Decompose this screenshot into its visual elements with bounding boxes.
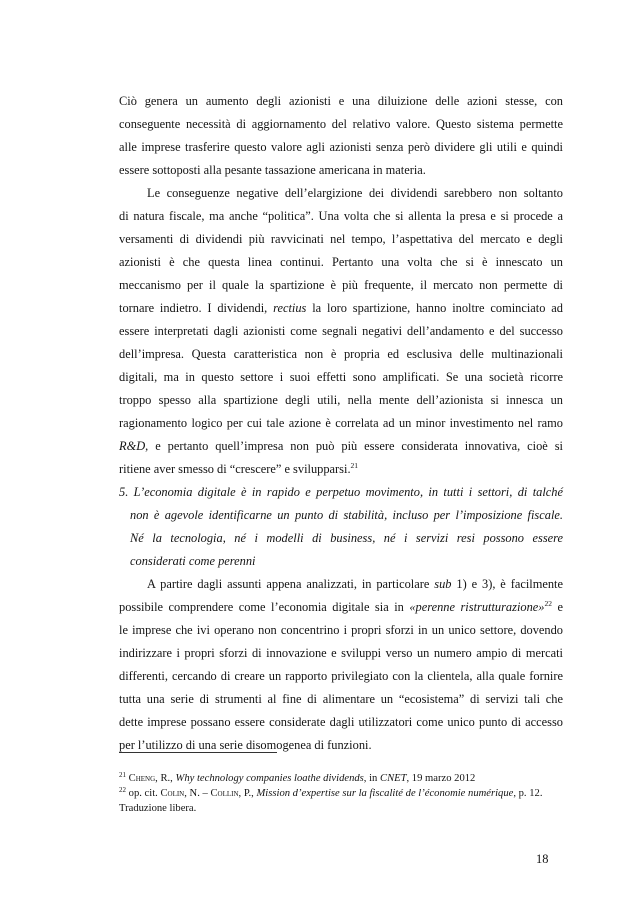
body-line: azionisti è che questa linea continui. Pertanto una volta che si è innescato un (119, 255, 563, 269)
footnote-source: CNET (380, 773, 407, 784)
footnote-title: Mission d’expertise sur la fiscalité de l’économie numérique (256, 788, 514, 799)
body-text: ritiene aver smesso di “crescere” e svilupparsi. (119, 462, 351, 476)
footnote-text: , P., (238, 788, 254, 799)
body-text: tornare indietro. I dividendi, (119, 301, 268, 315)
body-line: per l’utilizzo di una serie disomogenea di funzioni. (119, 738, 372, 752)
body-line: le imprese che ivi operano non concentrino i propri sforzi in un unico settore, dovendo (119, 623, 563, 637)
footnote-number: 22 (119, 786, 126, 794)
body-text: A partire dagli assunti appena analizzati, in particolare (147, 577, 430, 591)
footnote-author: Colin (160, 788, 185, 799)
body-line: di natura fiscale, ma anche “politica”. Una volta che si allenta la presa e si procede a (119, 209, 563, 223)
body-line: versamenti di dividendi più ravvicinati nel tempo, l’aspettativa del mercato e degli (119, 232, 563, 246)
footnote-author: Cheng (128, 773, 156, 784)
latin-term: sub (434, 577, 452, 591)
body-line: essere sottoposti alla pesante tassazione americana in materia. (119, 163, 426, 177)
body-line: essere interpretati dagli azionisti come segnali negativi dell’andamento e del successo (119, 324, 563, 338)
body-line: indirizzare i propri sforzi di innovazione e sviluppi verso un numero ampio di mercati (119, 646, 563, 660)
footnote-number: 21 (119, 771, 126, 779)
footnote-divider (119, 752, 277, 753)
body-line: dell’impresa. Questa caratteristica non è propria ed esclusiva delle multinazionali (119, 347, 563, 361)
footnote-ref: 22 (544, 599, 552, 608)
body-text: e (557, 600, 563, 614)
footnote-text: , in (363, 773, 378, 784)
body-line: Le conseguenze negative dell’elargizione dei dividendi sarebbero non soltanto (147, 186, 563, 200)
body-line (119, 462, 563, 477)
footnote-ref: 21 (350, 461, 359, 470)
list-item-line: 5. L’economia digitale è in rapido e perpetuo movimento, in tutti i settori, di talché (119, 485, 563, 499)
footnote-text: , p. 12. (513, 788, 543, 799)
body-text: , e pertanto quell’impresa non può più essere considerata innovativa, cioè si (145, 439, 563, 453)
footnote-text: op. cit. (128, 788, 158, 799)
footnote-22-continued: Traduzione libera. (119, 803, 197, 814)
footnote-21 (119, 772, 563, 785)
body-line: digitali, ma in questo settore i suoi effetti sono amplificati. Se una società ricorre (119, 370, 563, 384)
rd-term: R&D (119, 439, 146, 453)
body-text: 1) e 3), è facilmente (456, 577, 563, 591)
footnote-text: , R., (155, 773, 173, 784)
footnote-text: , 19 marzo 2012 (406, 773, 476, 784)
footnote-text: , N. – (184, 788, 208, 799)
body-line (119, 301, 563, 316)
latin-term: rectius (273, 301, 307, 315)
body-line: dette imprese possano essere considerate dagli utilizzatori come unico punto di accesso (119, 715, 563, 729)
list-item-line: Né la tecnologia, né i modelli di business, né i servizi resi possono essere (130, 531, 563, 545)
body-line: Ciò genera un aumento degli azionisti e una diluizione delle azioni stesse, con (119, 94, 563, 108)
list-item-line: considerati come perenni (130, 554, 256, 568)
body-text: la loro spartizione, hanno inoltre cominciato ad (312, 301, 563, 315)
footnote-22 (119, 787, 563, 800)
body-line: differenti, cercando di creare un rapporto privilegiato con la clientela, alla quale fornire (119, 669, 563, 683)
footnote-title: Why technology companies loathe dividends (175, 773, 364, 784)
body-line (119, 600, 563, 615)
body-line (119, 439, 563, 454)
body-line: conseguente necessità di aggiornamento del relativo valore. Questo sistema permette (119, 117, 563, 131)
footnote-author: Collin (210, 788, 239, 799)
list-item-line: non è agevole identificarne un punto di stabilità, incluso per l’imposizione fiscale. (130, 508, 563, 522)
body-line: tutta una serie di strumenti al fine di alimentare un “ecosistema” di servizi tali che (119, 692, 563, 706)
body-line (147, 577, 563, 592)
body-line: alle imprese trasferire questo valore agli azionisti senza però dividere gli utili e quindi (119, 140, 563, 154)
page-number: 18 (536, 852, 549, 866)
quoted-term: «perenne ristrutturazione» (409, 600, 545, 614)
body-text: possibile comprendere come l’economia digitale sia in (119, 600, 404, 614)
body-line: troppo spesso alla spartizione degli utili, nella mente dell’azionista si innesca un (119, 393, 563, 407)
body-line: meccanismo per il quale la spartizione è più frequente, il mercato non permette di (119, 278, 563, 292)
body-line: ragionamento logico per cui tale azione è correlata ad un minor investimento nel ramo (119, 416, 563, 430)
